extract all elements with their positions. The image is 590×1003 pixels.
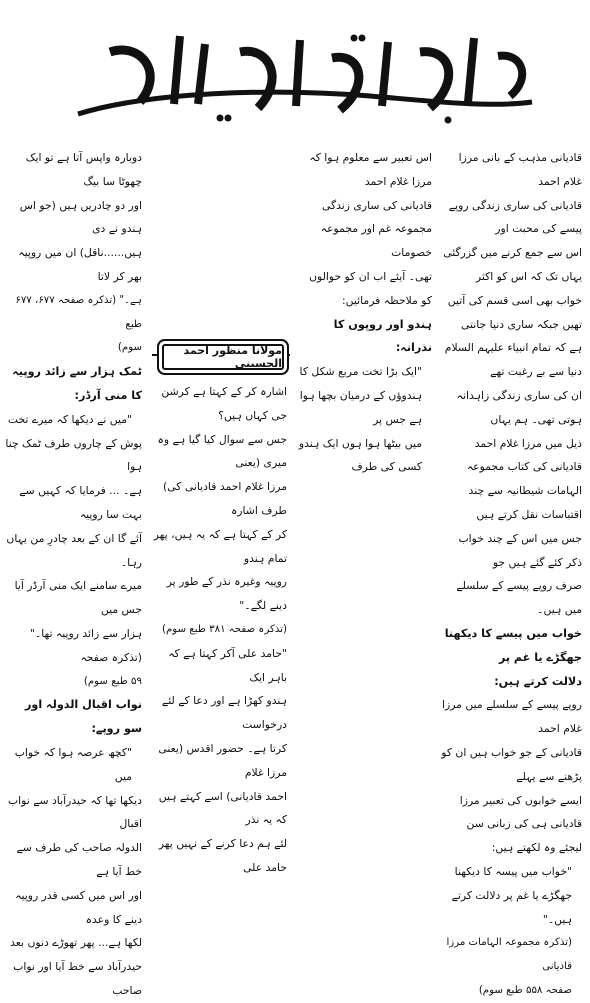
column-1 <box>440 146 582 996</box>
col2-line: ہندو اور روپوں کا نذرانہ: <box>333 317 432 355</box>
author-byline-box <box>152 336 290 376</box>
col2-line: میں بیٹھا ہوا ہوں ایک ہندو کسی کی طرف <box>298 436 422 474</box>
col1-line: ہے کہ تمام انبیاء علیہم السلام دنیا سے بے رغبت تھے <box>444 341 582 379</box>
col3-line: ہندو کھڑا ہے اور دعا کے لئے درخواست <box>161 694 287 732</box>
col4-line: "میں نے دیکھا کہ میرے تخت <box>7 412 132 426</box>
col1-line: جس میں اس کے چند خواب ذکر کئے گئے ہیں جو <box>458 531 582 569</box>
col1-line: ایسے خوابوں کی تعبیر مرزا قادیانی ہی کی زبانی سن <box>459 793 582 831</box>
col4-line: اور اس میں کسی قدر روپیہ دینے کا وعدہ <box>15 888 142 926</box>
col4-line: "کچھ عرصہ ہوا کہ خواب میں <box>14 745 132 783</box>
col3-line: مرزا غلام احمد قادیانی کی) طرف اشارہ <box>163 480 287 517</box>
author-name: مولانا منظور احمد الحسینی <box>162 344 284 370</box>
column-2 <box>295 146 432 716</box>
col4-line: نواب اقبال الدولہ اور سو روپے: <box>24 698 142 736</box>
col3-line: کرتا ہے۔ حضور اقدس (یعنی مرزا غلام <box>158 741 287 779</box>
col1-line: ان کی ساری زندگی زاہدانہ ہوتی تھی۔ ہم یہاں <box>456 388 582 426</box>
col1-line: ذیل میں مرزا غلام احمد قادیانی کی کتاب مجموعہ <box>466 436 582 474</box>
col2-line: "ایک بڑا تخت مربع شکل کا <box>299 365 422 379</box>
col2-line: قادیانی کی ساری زندگی مجموعہ غم اور مجموعہ خصومات <box>320 198 432 260</box>
col2-line: ہندوؤں کے درمیان بچھا ہوا ہے جس پر <box>299 388 422 426</box>
col1-line: جھگڑے یا غم پر دلالت کرتے ہیں۔" <box>451 888 572 926</box>
col4-line: آئے گا ان کے بعد چادرِ من یہاں رہا۔ <box>6 531 142 569</box>
col3-line: اشارہ کر کے کہتا ہے کرشن جی کہاں ہیں؟ <box>161 385 287 422</box>
col4-line: ہیں......ناقل) ان میں روپیہ بھر کر لاتا <box>18 246 142 283</box>
col1-line: خواب میں پیسے کا دیکھنا جھگڑے یا غم پر <box>444 626 582 664</box>
col2-line: تھی۔ آیئے اب ان کو حوالوں کو ملاحظہ فرمائیں: <box>309 269 432 307</box>
col4-line: الدولہ صاحب کی طرف سے خط آیا ہے <box>16 841 142 878</box>
col4-line: لکھا ہے... پھر تھوڑے دنوں بعد <box>10 936 142 950</box>
col4-line: سوم) <box>117 342 142 354</box>
col3-line: کر کے کہتا ہے کہ یہ ہیں، پھر تمام ہندو <box>153 527 287 565</box>
col1-line: روپے پیسے کے سلسلے میں مرزا غلام احمد <box>442 698 582 736</box>
col1-line: خواب بھی اسی قسم کی آتیں تھیں جبکہ ساری دنیا جانتی <box>447 293 582 331</box>
col4-line: دوبارہ واپس آتا ہے تو ایک چھوٹا سا بیگ <box>25 151 142 188</box>
col4-line: حیدرآباد سے خط آیا اور نواب صاحب <box>13 960 142 997</box>
col4-line: دیکھا تھا کہ حیدرآباد سے نواب اقبال <box>8 793 142 831</box>
col3-line: "حامد علی آکر کہتا ہے کہ باہر ایک <box>168 646 287 684</box>
column-4 <box>4 146 142 997</box>
col1-line: قادیانی کی ساری زندگی روپے پیسے کی محبت اور <box>448 198 582 236</box>
headline-calligraphy <box>70 22 540 130</box>
col1-line: الہامات شیطانیہ سے چند اقتباسات نقل کرتے ہیں <box>468 484 582 521</box>
col4-line: ہزار سے زائد روپیہ تھا۔" (تذکرہ صفحہ <box>29 626 142 664</box>
col1-line: (تذکرہ مجموعہ الہامات مرزا قادیانی <box>446 937 572 973</box>
col1-line: اس سے جمع کرنے میں گزرگئی یہاں تک کہ اس کو اکثر <box>443 246 582 283</box>
col3-line: روپیہ وغیرہ نذر کے طور پر دینے لگے۔" <box>166 575 287 613</box>
col4-line: میرے سامنے ایک منی آرڈر آیا جس میں <box>14 579 142 617</box>
col3-line: لئے ہم دعا کرنے کے نہیں پھر حامد علی <box>158 837 287 874</box>
col1-line: صرف روپے پیسے کے سلسلے میں ہیں۔ <box>456 579 582 617</box>
col4-line: اور دو چادریں ہیں (جو اس ہندو نے دی <box>19 198 142 236</box>
col4-line: پوش کے چاروں طرف ٹمک چنا ہوا <box>5 436 142 474</box>
col4-line: ہے۔ ... فرمایا کہ کہیں سے بہت سا روپیہ <box>19 484 142 521</box>
col4-line: ہے۔" (تذکرہ صفحہ ۶۷۷، ۶۷۷ طبع <box>15 294 142 330</box>
col1-line: دلالت کرتے ہیں: <box>494 674 582 688</box>
col2-line: اس تعبیر سے معلوم ہوا کہ مرزا غلام احمد <box>309 151 432 188</box>
column-3 <box>150 380 287 874</box>
col3-line: جس سے سوال کیا گیا ہے وہ میری (یعنی <box>157 432 287 470</box>
col3-line: (تذکرہ صفحہ ۳۸۱ طبع سوم) <box>161 623 287 635</box>
col3-line: احمد قادیانی) اسے کہتے ہیں کہ یہ نذر <box>158 789 287 827</box>
col1-line: صفحہ ۵۵۸ طبع سوم) <box>478 984 572 996</box>
col4-line: ۵۹ طبع سوم) <box>83 675 142 687</box>
col1-line: قادیانی کے جو خواب ہیں ان کو پڑھنے سے پہلے <box>441 745 582 783</box>
col1-line: لیجئے وہ لکھتے ہیں: <box>491 841 582 855</box>
col4-line: ٹمک ہزار سے زائد روپیہ کا منی آرڈر: <box>12 365 142 402</box>
col1-line: "خواب میں پیسہ کا دیکھنا <box>454 864 572 878</box>
col1-line: قادیانی مذہب کے بانی مرزا غلام احمد <box>458 151 582 188</box>
